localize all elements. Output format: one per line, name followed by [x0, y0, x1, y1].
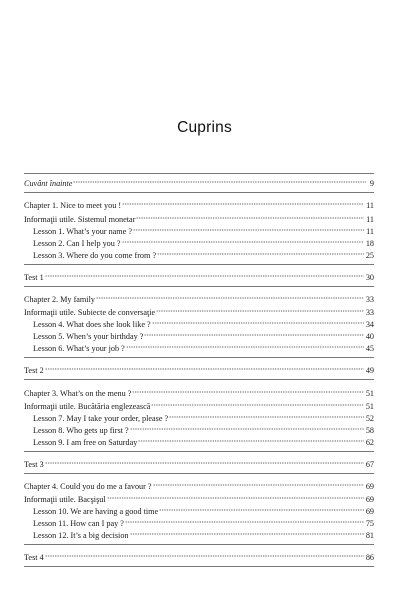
toc-entry-title: Test 2: [24, 366, 44, 375]
dot-leader: [138, 435, 363, 445]
dot-leader: [107, 492, 364, 502]
dot-leader: [122, 236, 364, 246]
toc-entry[interactable]: [33, 224, 374, 234]
toc-page-number: 69: [365, 482, 374, 491]
toc-entry-title: Informaţii utile. Bucătăria englezească: [24, 402, 151, 411]
toc-entry[interactable]: [24, 305, 374, 315]
page-title: Cuprins: [177, 119, 232, 136]
toc-page-number: 45: [365, 344, 374, 353]
toc-page-number: 30: [365, 273, 374, 282]
divider: [24, 173, 374, 174]
toc-entry[interactable]: [24, 363, 374, 373]
toc-entry[interactable]: [24, 550, 374, 560]
toc-page-number: 33: [365, 295, 374, 304]
divider: [24, 286, 374, 287]
toc-entry-title: Cuvânt înainte: [24, 179, 73, 188]
toc-entry-title: Informaţii utile. Subiecte de conversaţie: [24, 308, 156, 317]
toc-page-number: 75: [365, 519, 374, 528]
toc-entry[interactable]: [33, 329, 374, 339]
toc-entry[interactable]: [33, 423, 374, 433]
divider: [24, 264, 374, 265]
dot-leader: [45, 270, 364, 280]
toc-entry-title: Informaţii utile. Bacşişul: [24, 495, 106, 504]
dot-leader: [130, 528, 364, 538]
toc-entry[interactable]: [24, 399, 374, 409]
dot-leader: [126, 341, 364, 351]
toc-page-number: 11: [366, 201, 374, 210]
dot-leader: [122, 198, 364, 208]
toc-page-number: 58: [365, 426, 374, 435]
dot-leader: [73, 176, 366, 186]
dot-leader: [133, 224, 364, 234]
divider: [24, 544, 374, 545]
dot-leader: [152, 317, 364, 327]
toc-entry[interactable]: [33, 236, 374, 246]
divider: [24, 192, 374, 193]
dot-leader: [157, 248, 364, 258]
toc-page-number: 11: [366, 215, 374, 224]
dot-leader: [144, 329, 363, 339]
toc-entry-title: Lesson 2. Can I help you ?: [33, 239, 121, 248]
toc-entry[interactable]: [33, 248, 374, 258]
toc-entry-title: Lesson 5. When’s your birthday ?: [33, 332, 144, 341]
toc-entry[interactable]: [33, 528, 374, 538]
toc-entry-title: Chapter 4. Could you do me a favour ?: [24, 482, 152, 491]
dot-leader: [156, 305, 364, 315]
toc-page-number: 51: [365, 402, 374, 411]
toc-entry[interactable]: [24, 270, 374, 280]
dot-leader: [169, 411, 364, 421]
toc-page-number: 9: [369, 179, 374, 188]
dot-leader: [136, 212, 364, 222]
toc-entry-title: Test 3: [24, 460, 44, 469]
dot-leader: [151, 399, 363, 409]
toc-entry[interactable]: [33, 435, 374, 445]
divider: [24, 379, 374, 380]
toc-entry-title: Test 1: [24, 273, 44, 282]
dot-leader: [96, 292, 364, 302]
dot-leader: [45, 457, 364, 467]
toc-page-number: 52: [365, 414, 374, 423]
toc-entry[interactable]: [33, 516, 374, 526]
toc-page-number: 62: [365, 438, 374, 447]
toc-entry[interactable]: [33, 504, 374, 514]
toc-page-number: 49: [365, 366, 374, 375]
dot-leader: [45, 550, 364, 560]
toc-entry-title: Chapter 3. What’s on the menu ?: [24, 389, 132, 398]
toc-page-number: 67: [365, 460, 374, 469]
toc-entry[interactable]: [24, 492, 374, 502]
toc-entry-title: Chapter 1. Nice to meet you !: [24, 201, 122, 210]
toc-entry[interactable]: [33, 341, 374, 351]
toc-page-number: 34: [365, 320, 374, 329]
divider: [24, 473, 374, 474]
toc-page-number: 40: [365, 332, 374, 341]
toc-entry[interactable]: [24, 198, 374, 208]
toc-page-number: 81: [365, 531, 374, 540]
toc-entry-title: Informaţii utile. Sistemul monetar: [24, 215, 136, 224]
toc-entry-title: Lesson 7. May I take your order, please ?: [33, 414, 169, 423]
toc-entry-title: Chapter 2. My family: [24, 295, 95, 304]
toc-page-number: 33: [365, 308, 374, 317]
toc-entry-title: Lesson 6. What’s your job ?: [33, 344, 125, 353]
toc-entry-title: Lesson 8. Who gets up first ?: [33, 426, 129, 435]
toc-entry[interactable]: [24, 479, 374, 489]
toc-entry[interactable]: [24, 212, 374, 222]
toc-entry-title: Lesson 1. What’s your name ?: [33, 227, 132, 236]
toc-entry-title: Lesson 9. I am free on Saturday: [33, 438, 138, 447]
toc-entry[interactable]: [24, 386, 374, 396]
toc-page-number: 18: [365, 239, 374, 248]
toc-entry[interactable]: [24, 176, 374, 186]
toc-page-number: 11: [366, 227, 374, 236]
toc-page-number: 69: [365, 495, 374, 504]
toc-entry-title: Lesson 11. How can I pay ?: [33, 519, 124, 528]
dot-leader: [159, 504, 364, 514]
divider: [24, 451, 374, 452]
toc-page-number: 25: [365, 251, 374, 260]
divider: [24, 566, 374, 567]
dot-leader: [125, 516, 364, 526]
toc-entry-title: Lesson 4. What does she look like ?: [33, 320, 151, 329]
dot-leader: [130, 423, 364, 433]
toc-entry[interactable]: [33, 317, 374, 327]
toc-entry[interactable]: [24, 457, 374, 467]
toc-entry[interactable]: [24, 292, 374, 302]
toc-entry-title: Lesson 10. We are having a good time: [33, 507, 159, 516]
dot-leader: [153, 479, 364, 489]
toc-page-number: 69: [365, 507, 374, 516]
toc-entry[interactable]: [33, 411, 374, 421]
toc-page-number: 86: [365, 553, 374, 562]
dot-leader: [45, 363, 364, 373]
divider: [24, 357, 374, 358]
dot-leader: [132, 386, 363, 396]
toc-entry-title: Lesson 3. Where do you come from ?: [33, 251, 157, 260]
toc-page-number: 51: [365, 389, 374, 398]
toc-entry-title: Lesson 12. It’s a big decision: [33, 531, 129, 540]
toc-entry-title: Test 4: [24, 553, 44, 562]
